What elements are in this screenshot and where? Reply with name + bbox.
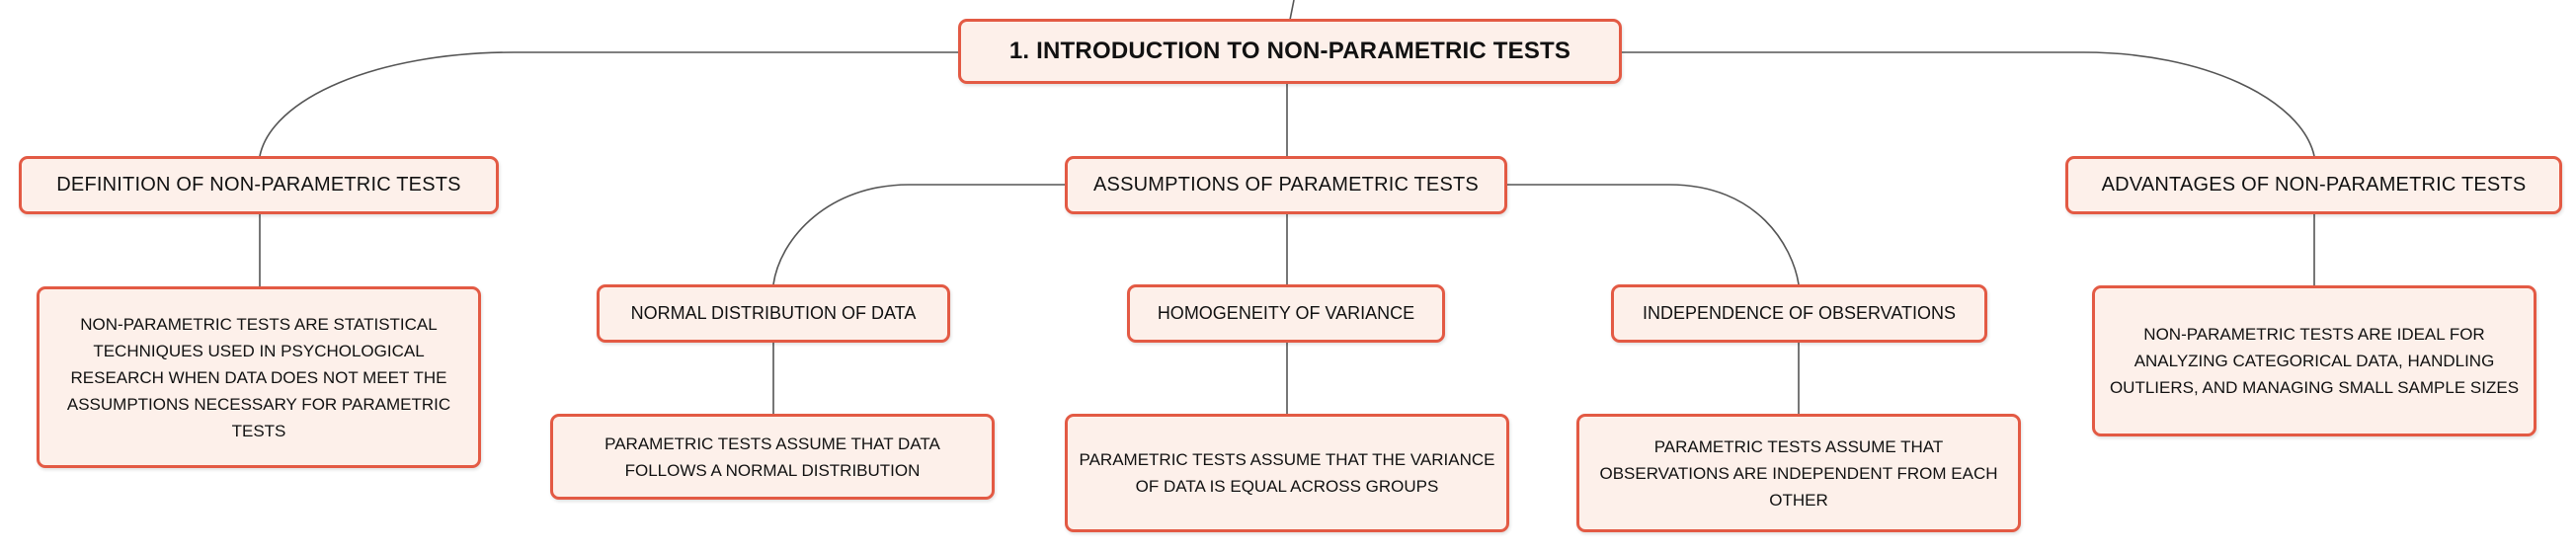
advantages-detail-node[interactable] bbox=[2092, 285, 2536, 436]
connector-assumptions-normal bbox=[773, 185, 1065, 284]
normal-distribution-node[interactable] bbox=[597, 284, 950, 343]
connector-root-parent bbox=[1290, 0, 1294, 20]
independence-node[interactable] bbox=[1611, 284, 1987, 343]
definition-detail-node[interactable] bbox=[37, 286, 481, 468]
definition-detail-text: NON-PARAMETRIC TESTS ARE STATISTICAL TECHNIQUES USED IN PSYCHOLOGICAL RESEARCH WHEN DATA DOES NOT MEET THE ASSUMPTIONS NECESSARY FOR PARAMETRIC TESTS bbox=[66, 314, 451, 440]
independence-detail-text: PARAMETRIC TESTS ASSUME THAT OBSERVATIONS ARE INDEPENDENT FROM EACH OTHER bbox=[1599, 436, 1998, 510]
connector-root-definition bbox=[260, 52, 958, 156]
assumptions-node[interactable] bbox=[1065, 156, 1507, 214]
root-node-label: 1. INTRODUCTION TO NON-PARAMETRIC TESTS bbox=[1008, 38, 1571, 64]
independence-detail-node[interactable] bbox=[1576, 414, 2021, 532]
normal-distribution-detail-node[interactable] bbox=[550, 414, 995, 500]
definition-node-label: DEFINITION OF NON-PARAMETRIC TESTS bbox=[56, 174, 461, 196]
normal-distribution-label: NORMAL DISTRIBUTION OF DATA bbox=[630, 303, 917, 323]
definition-node[interactable] bbox=[19, 156, 499, 214]
connector-root-advantages bbox=[1622, 52, 2314, 156]
assumptions-node-label: ASSUMPTIONS OF PARAMETRIC TESTS bbox=[1093, 174, 1479, 196]
normal-distribution-detail-text: PARAMETRIC TESTS ASSUME THAT DATA FOLLOWS A NORMAL DISTRIBUTION bbox=[604, 434, 940, 480]
homogeneity-detail-node[interactable] bbox=[1065, 414, 1509, 532]
homogeneity-label: HOMOGENEITY OF VARIANCE bbox=[1157, 303, 1415, 323]
advantages-node[interactable] bbox=[2065, 156, 2562, 214]
root-node[interactable] bbox=[958, 19, 1622, 84]
independence-label: INDEPENDENCE OF OBSERVATIONS bbox=[1642, 303, 1957, 323]
connector-assumptions-independence bbox=[1507, 185, 1799, 284]
advantages-detail-text: NON-PARAMETRIC TESTS ARE IDEAL FOR ANALYZING CATEGORICAL DATA, HANDLING OUTLIERS, AND MANAGING SMALL SAMPLE SIZES bbox=[2109, 325, 2520, 397]
advantages-node-label: ADVANTAGES OF NON-PARAMETRIC TESTS bbox=[2101, 174, 2527, 196]
homogeneity-node[interactable] bbox=[1127, 284, 1445, 343]
homogeneity-detail-text: PARAMETRIC TESTS ASSUME THAT THE VARIANCE OF DATA IS EQUAL ACROSS GROUPS bbox=[1079, 450, 1495, 496]
